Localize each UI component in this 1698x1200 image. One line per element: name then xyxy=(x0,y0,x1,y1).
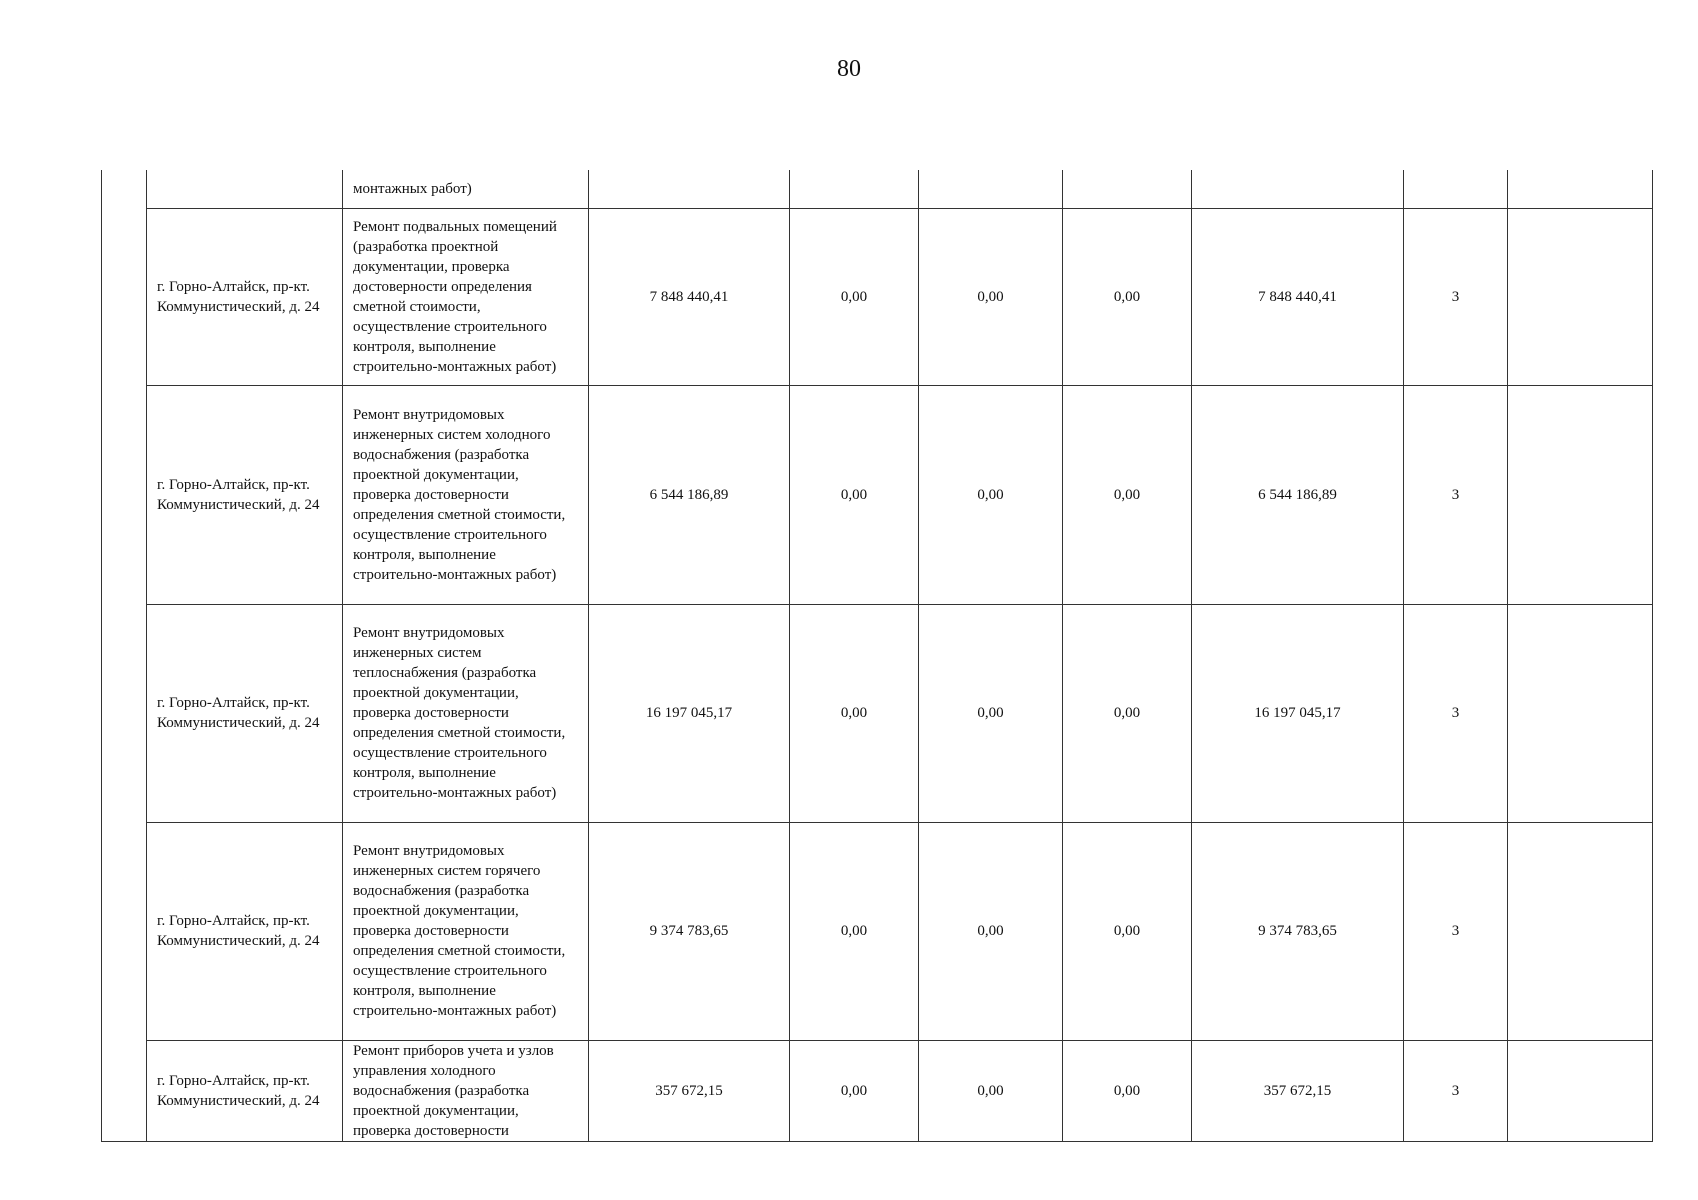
address-cell: г. Горно-Алтайск, пр-кт. Коммунистический, д. 24 xyxy=(147,822,343,1040)
total-cell: 7 848 440,41 xyxy=(589,208,790,385)
total-cell xyxy=(589,170,790,208)
value-cell xyxy=(1404,170,1508,208)
table-row xyxy=(102,604,1653,822)
value-cell: 357 672,15 xyxy=(1192,1040,1404,1141)
description-cell: Ремонт приборов учета и узлов управления холодного водоснабжения (разработка проектной документации, проверка достоверности xyxy=(343,1040,589,1141)
value-cell: 0,00 xyxy=(1063,208,1192,385)
value-cell: 16 197 045,17 xyxy=(1192,604,1404,822)
address-cell: г. Горно-Алтайск, пр-кт. Коммунистический, д. 24 xyxy=(147,385,343,604)
total-cell: 16 197 045,17 xyxy=(589,604,790,822)
value-cell: 0,00 xyxy=(919,385,1063,604)
table-row xyxy=(102,822,1653,1040)
description-cell: Ремонт подвальных помещений (разработка проектной документации, проверка достоверности определения сметной стоимости, осуществление строительного контроля, выполнение строительно-монтажных работ) xyxy=(343,208,589,385)
value-cell: 0,00 xyxy=(919,1040,1063,1141)
description-cell: Ремонт внутридомовых инженерных систем холодного водоснабжения (разработка проектной документации, проверка достоверности определения сметной стоимости, осуществление строительного контроля, выполнение строительно-монтажных работ) xyxy=(343,385,589,604)
value-cell: 0,00 xyxy=(1063,604,1192,822)
value-cell xyxy=(1063,170,1192,208)
blank-cell xyxy=(1508,1040,1653,1141)
page-number: 80 xyxy=(837,56,861,82)
value-cell: 0,00 xyxy=(790,822,919,1040)
blank-cell xyxy=(1508,170,1653,208)
index-cell xyxy=(102,170,147,1141)
value-cell: 0,00 xyxy=(790,604,919,822)
total-cell: 9 374 783,65 xyxy=(589,822,790,1040)
value-cell: 3 xyxy=(1404,208,1508,385)
total-cell: 357 672,15 xyxy=(589,1040,790,1141)
value-cell: 0,00 xyxy=(1063,385,1192,604)
works-table xyxy=(101,170,1653,1142)
description-cell: монтажных работ) xyxy=(343,170,589,208)
blank-cell xyxy=(1508,604,1653,822)
value-cell xyxy=(1192,170,1404,208)
blank-cell xyxy=(1508,208,1653,385)
value-cell: 0,00 xyxy=(1063,822,1192,1040)
value-cell: 0,00 xyxy=(790,208,919,385)
value-cell: 7 848 440,41 xyxy=(1192,208,1404,385)
value-cell: 6 544 186,89 xyxy=(1192,385,1404,604)
address-cell: г. Горно-Алтайск, пр-кт. Коммунистический, д. 24 xyxy=(147,604,343,822)
value-cell: 0,00 xyxy=(1063,1040,1192,1141)
value-cell: 3 xyxy=(1404,822,1508,1040)
blank-cell xyxy=(1508,822,1653,1040)
value-cell: 0,00 xyxy=(919,604,1063,822)
value-cell xyxy=(790,170,919,208)
value-cell: 0,00 xyxy=(790,385,919,604)
table-row-continued xyxy=(102,170,1653,208)
value-cell: 0,00 xyxy=(919,208,1063,385)
table-row xyxy=(102,208,1653,385)
value-cell: 0,00 xyxy=(790,1040,919,1141)
total-cell: 6 544 186,89 xyxy=(589,385,790,604)
description-cell: Ремонт внутридомовых инженерных систем теплоснабжения (разработка проектной документации, проверка достоверности определения сметной стоимости, осуществление строительного контроля, выполнение строительно-монтажных работ) xyxy=(343,604,589,822)
value-cell xyxy=(919,170,1063,208)
description-cell: Ремонт внутридомовых инженерных систем горячего водоснабжения (разработка проектной документации, проверка достоверности определения сметной стоимости, осуществление строительного контроля, выполнение строительно-монтажных работ) xyxy=(343,822,589,1040)
address-cell xyxy=(147,170,343,208)
table-row xyxy=(102,1040,1653,1141)
blank-cell xyxy=(1508,385,1653,604)
address-cell: г. Горно-Алтайск, пр-кт. Коммунистический, д. 24 xyxy=(147,1040,343,1141)
value-cell: 3 xyxy=(1404,1040,1508,1141)
table-row xyxy=(102,385,1653,604)
address-cell: г. Горно-Алтайск, пр-кт. Коммунистический, д. 24 xyxy=(147,208,343,385)
value-cell: 9 374 783,65 xyxy=(1192,822,1404,1040)
value-cell: 3 xyxy=(1404,385,1508,604)
value-cell: 3 xyxy=(1404,604,1508,822)
value-cell: 0,00 xyxy=(919,822,1063,1040)
